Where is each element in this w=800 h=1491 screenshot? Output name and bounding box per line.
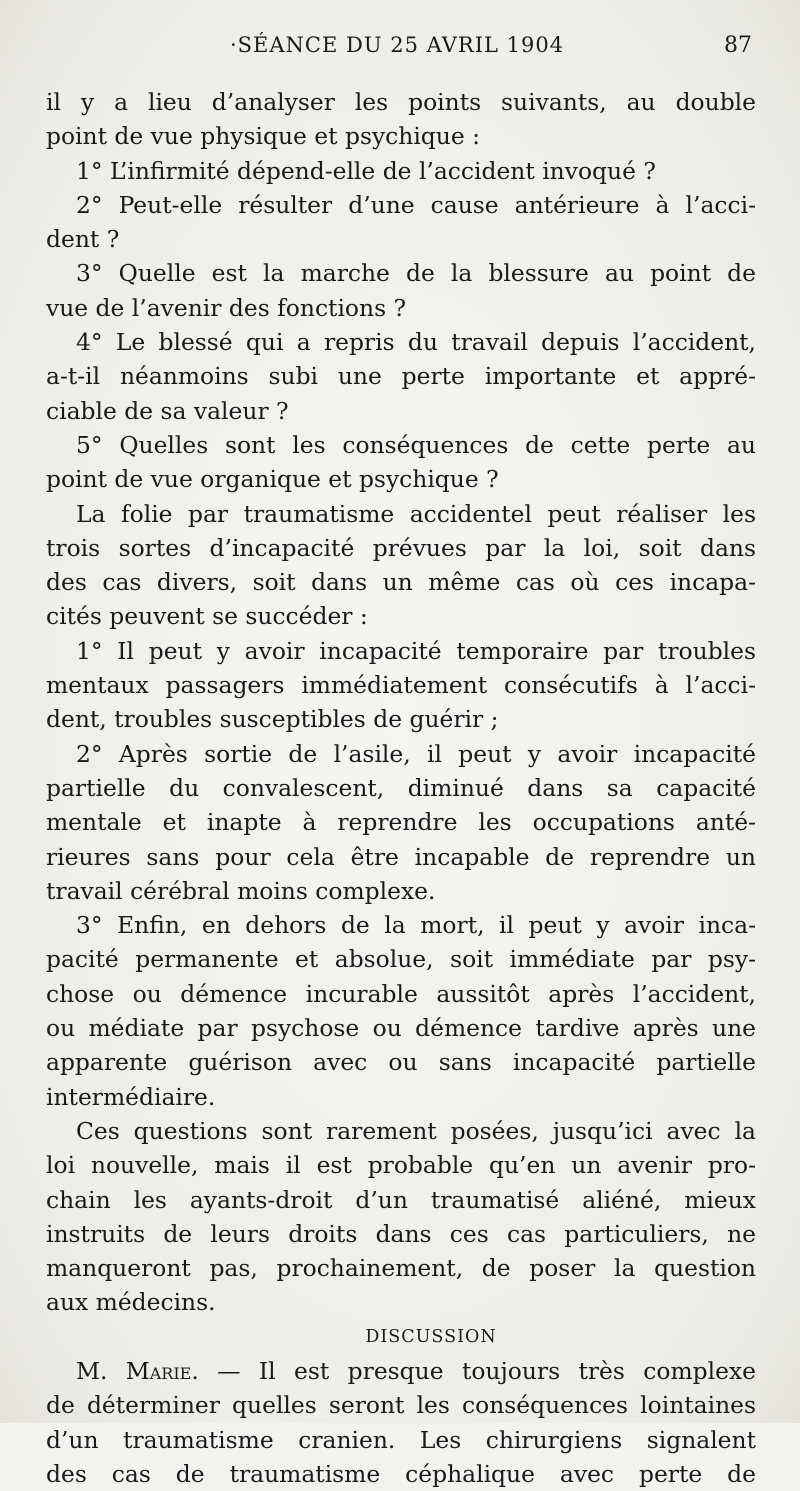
- text-line: rieures sans pour cela être incapable de reprendre un: [46, 842, 756, 871]
- text-line: partielle du convalescent, diminué dans sa capacité: [46, 773, 756, 802]
- text-line: point de vue physique et psychique :: [46, 122, 481, 151]
- text-line: 1° L’infirmité dépend-elle de l’accident invoqué ?: [76, 156, 656, 185]
- speaker-name: M. Marie.: [76, 1356, 199, 1385]
- text-line: travail cérébral moins complexe.: [46, 876, 436, 905]
- page-body: [46, 85, 756, 1491]
- text-line: cités peuvent se succéder :: [46, 602, 368, 631]
- section-heading: DISCUSSION: [365, 1326, 497, 1347]
- text-line: pacité permanente et absolue, soit immédiate par psy-: [46, 945, 756, 974]
- text-line: des cas divers, soit dans un même cas où ces incapa-: [46, 568, 756, 597]
- text-line: a-t-il néanmoins subi une perte importante et appré-: [46, 362, 756, 391]
- running-header: ·SÉANCE DU 25 AVRIL 1904: [230, 33, 565, 57]
- page-number: 87: [724, 33, 752, 58]
- text-line: vue de l’avenir des fonctions ?: [46, 293, 407, 322]
- text-line: trois sortes d’incapacité prévues par la loi, soit dans: [46, 533, 756, 562]
- text-line: La folie par traumatisme accidentel peut réaliser les: [76, 499, 756, 528]
- text-line: 4° Le blessé qui a repris du travail depuis l’accident,: [76, 328, 756, 357]
- text-line: Ces questions sont rarement posées, jusqu’ici avec la: [76, 1116, 756, 1145]
- text-line: mentaux passagers immédiatement consécutifs à l’acci-: [46, 671, 756, 700]
- text-line: ciable de sa valeur ?: [46, 396, 289, 425]
- text-line: intermédiaire.: [46, 1082, 216, 1111]
- speaker-remark: — Il est presque toujours très complexe: [198, 1356, 756, 1385]
- text-line: instruits de leurs droits dans ces cas particuliers, ne: [46, 1219, 756, 1248]
- text-line: dent, troubles susceptibles de guérir ;: [46, 705, 499, 734]
- text-line: 3° Quelle est la marche de la blessure au point de: [76, 259, 756, 288]
- text-line: loi nouvelle, mais il est probable qu’en un avenir pro-: [46, 1151, 756, 1180]
- text-line: 3° Enfin, en dehors de la mort, il peut y avoir inca-: [76, 911, 756, 940]
- text-line: manqueront pas, prochainement, de poser la question: [46, 1254, 756, 1283]
- text-line: il y a lieu d’analyser les points suivants, au double: [46, 88, 756, 116]
- text-line: chain les ayants-droit d’un traumatisé aliéné, mieux: [46, 1185, 756, 1214]
- text-line: de déterminer quelles seront les conséquences lointaines: [46, 1391, 756, 1420]
- text-line: chose ou démence incurable aussitôt après l’accident,: [46, 979, 756, 1008]
- text-line: 1° Il peut y avoir incapacité temporaire par troubles: [76, 636, 756, 665]
- text-line: 2° Après sortie de l’asile, il peut y avoir incapacité: [76, 739, 756, 768]
- text-line: point de vue organique et psychique ?: [46, 465, 499, 494]
- text-line: d’un traumatisme cranien. Les chirurgiens signalent: [46, 1425, 756, 1454]
- text-line: dent ?: [46, 225, 120, 254]
- text-line: des cas de traumatisme céphalique avec perte de: [46, 1459, 756, 1488]
- text-line: 5° Quelles sont les conséquences de cette perte au: [76, 430, 756, 459]
- text-line: 2° Peut-elle résulter d’une cause antérieure à l’acci-: [76, 190, 756, 219]
- text-line: aux médecins.: [46, 1288, 216, 1317]
- text-line: [46, 1354, 756, 1388]
- text-line: apparente guérison avec ou sans incapacité partielle: [46, 1048, 756, 1077]
- text-line: mentale et inapte à reprendre les occupations anté-: [46, 808, 756, 837]
- text-line: ou médiate par psychose ou démence tardive après une: [46, 1014, 756, 1043]
